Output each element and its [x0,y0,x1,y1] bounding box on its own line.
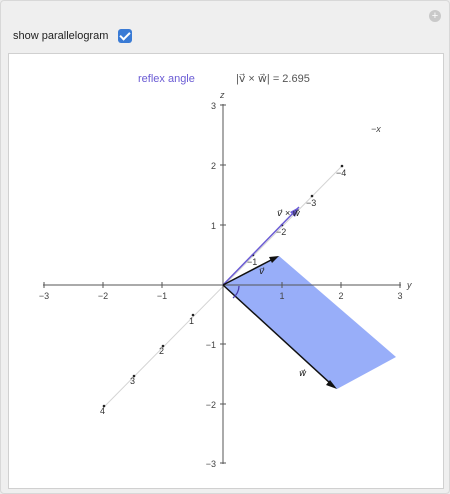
add-icon[interactable]: + [429,10,441,22]
y-axis-label: y [407,280,412,290]
y-tick-label: −2 [97,291,109,301]
parallelogram [223,256,396,389]
x-tick-label: −2 [276,227,287,237]
show-parallelogram-control [13,28,132,44]
z-tick-label: −1 [205,340,216,350]
z-tick-label: 2 [210,161,216,171]
show-parallelogram-label: show parallelogram [13,30,109,42]
reflex-angle-label: reflex angle [138,73,195,85]
show-parallelogram-checkbox[interactable] [118,29,132,43]
x-tick-label: 3 [130,376,136,386]
z-tick-label: −2 [205,400,216,410]
x-tick-label: −1 [247,257,258,267]
z-tick-label: −3 [205,459,216,469]
vector-w-label: w⃗ [299,368,307,378]
plot-canvas[interactable] [8,53,444,489]
x-tick-label: 2 [159,346,165,356]
x-tick-label: 1 [189,316,195,326]
z-axis-label: z [220,90,225,100]
cross-product-magnitude: |v⃗ × w⃗| = 2.695 [236,73,310,85]
cross-product-label: v⃗ × w⃗ [277,208,300,218]
z-tick-label: 1 [210,221,216,231]
plot-svg [9,54,443,488]
y-tick-label: 1 [279,291,285,301]
y-tick-label: −1 [156,291,168,301]
x-tick-label: −4 [336,168,347,178]
z-tick-label: 3 [210,101,216,111]
y-tick-label: −3 [38,291,50,301]
x-tick-label: 4 [100,406,106,416]
x-axis-label: −x [371,124,381,134]
x-tick-label: −3 [306,198,317,208]
y-tick-label: 2 [338,291,344,301]
y-tick-label: 3 [397,291,403,301]
vector-v-label: v⃗ [259,266,265,276]
